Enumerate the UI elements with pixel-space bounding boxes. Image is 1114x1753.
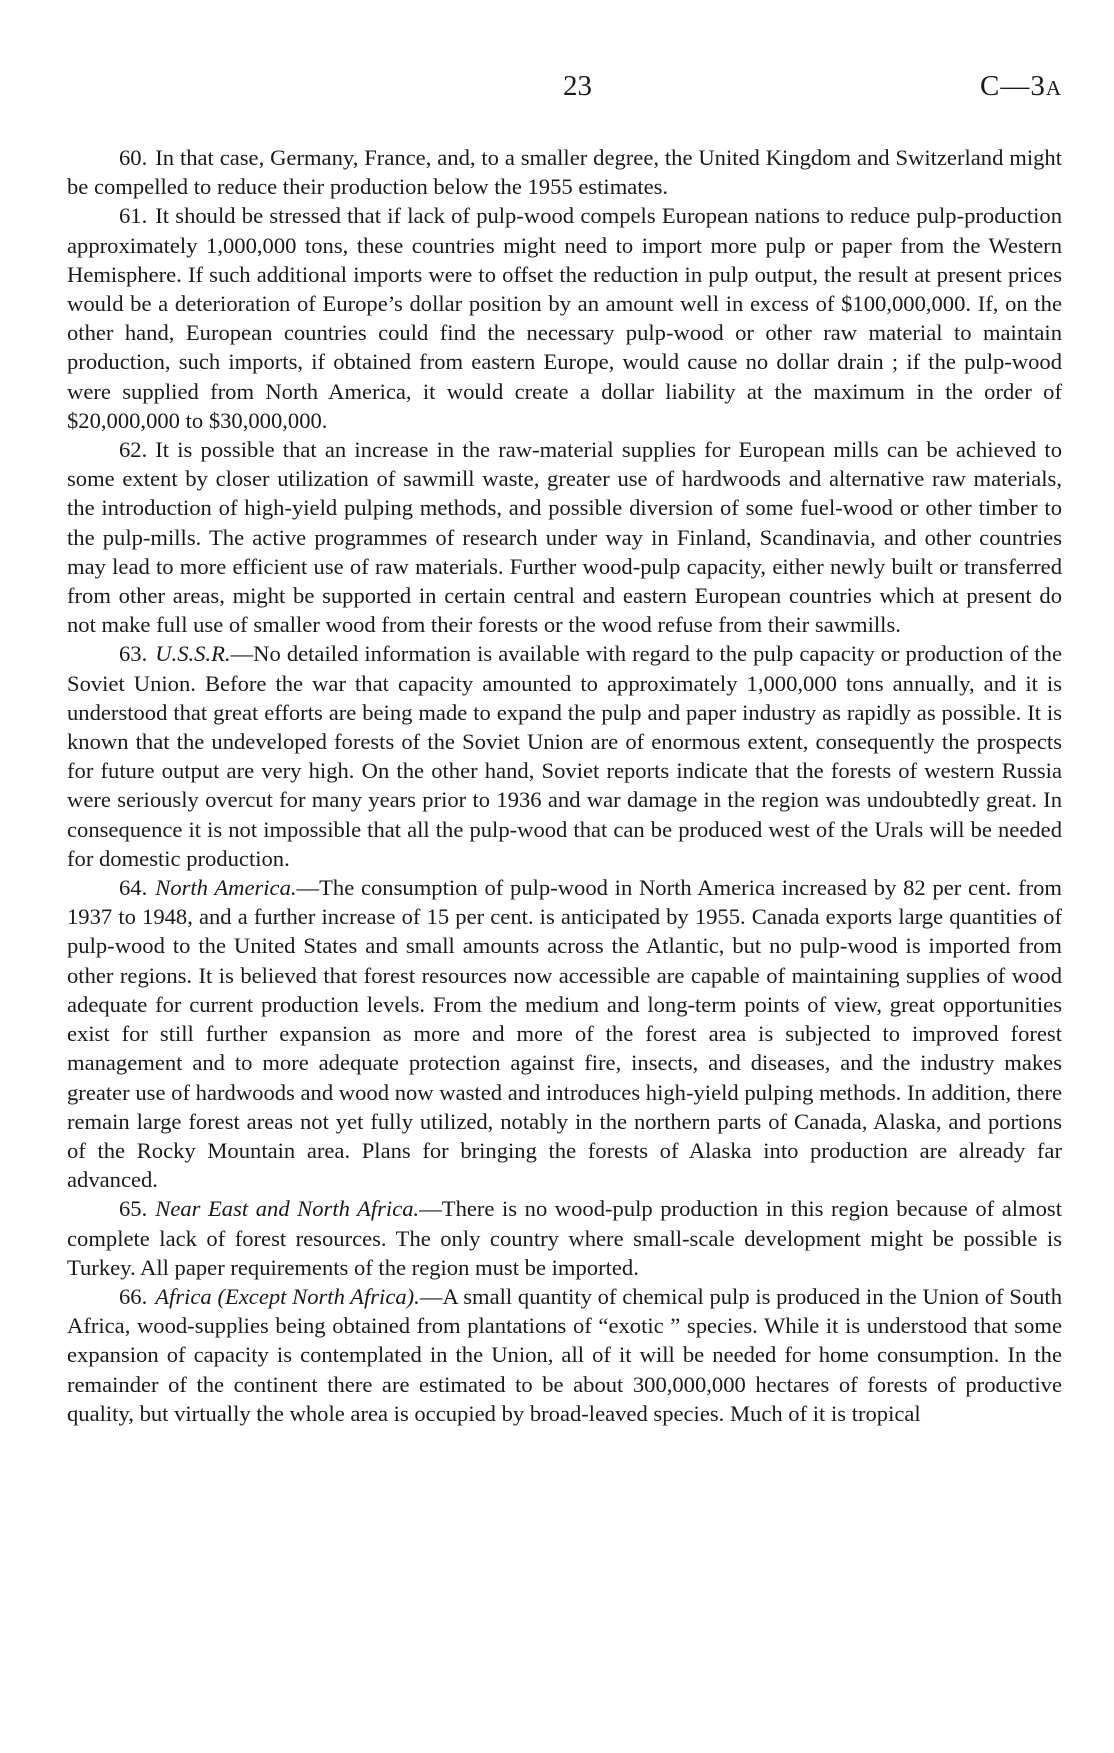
document-reference-main: C—3 — [979, 70, 1046, 102]
document-reference-suffix: A — [1045, 76, 1062, 100]
paragraph-topic: North America. — [155, 875, 297, 901]
paragraph-text: It is possible that an increase in the raw-material supplies for European mills can be achieved to some extent by closer utilization of sawmill waste, greater use of hardwoods and alternative raw materials, the introduction of high-yield pulping methods, and possible diversion of some fuel-wood or other timber to the pulp-mills. The active programmes of research under way in Finland, Scandinavia, and other countries may lead to more efficient use of raw materials. Further wood-pulp capacity, either newly built or transferred from other areas, might be supported in certain central and eastern European countries which at present do not make full use of smaller wood from their forests or the wood refuse from their sawmills. — [67, 437, 1062, 638]
paragraph-number: 62. — [119, 437, 148, 463]
page-number: 23 — [563, 70, 592, 102]
paragraph-topic: Africa (Except North Africa). — [155, 1283, 420, 1309]
paragraph-topic: Near East and North Africa. — [155, 1196, 420, 1222]
paragraph-63 — [67, 639, 1062, 873]
paragraph-64 — [67, 873, 1062, 1194]
paragraph-65 — [67, 1194, 1062, 1282]
paragraph-number: 65. — [119, 1196, 148, 1222]
paragraph-topic: U.S.S.R. — [155, 641, 231, 667]
paragraph-text: —No detailed information is available with regard to the pulp capacity or production of the Soviet Union. Before the war that capacity amounted to approximately 1,000,000 tons annually, and it is understood that great efforts are being made to expand the pulp and paper industry as rapidly as possible. It is known that the undeveloped forests of the Soviet Union are of enormous extent, consequently the prospects for future output are very high. On the other hand, Soviet reports indicate that the forests of western Russia were seriously overcut for many years prior to 1936 and war damage in the region was undoubtedly great. In consequence it is not impossible that all the pulp-wood that can be produced west of the Urals will be needed for domestic production. — [67, 641, 1062, 871]
paragraph-number: 61. — [119, 203, 148, 229]
paragraph-66 — [67, 1282, 1062, 1428]
paragraph-text: It should be stressed that if lack of pulp-wood compels European nations to reduce pulp-production approximately 1,000,000 tons, these countries might need to import more pulp or paper from the Western Hemisphere. If such additional imports were to offset the reduction in pulp output, the result at present prices would be a deterioration of Europe’s dollar position by an amount well in excess of $100,000,000. If, on the other hand, European countries could find the necessary pulp-wood or other raw material to maintain production, such imports, if obtained from eastern Europe, would cause no dollar drain ; if the pulp-wood were supplied from North America, it would create a dollar liability at the maximum in the order of $20,000,000 to $30,000,000. — [67, 203, 1062, 433]
document-reference — [980, 70, 1062, 103]
paragraph-number: 60. — [119, 145, 148, 170]
paragraph-number: 64. — [119, 875, 148, 901]
paragraph-62 — [67, 435, 1062, 639]
paragraph-number: 66. — [119, 1283, 148, 1309]
paragraph-text: In that case, Germany, France, and, to a smaller degree, the United Kingdom and Switzerland might be compelled to reduce their production below the 1955 estimates. — [67, 145, 1062, 200]
paragraph-text: —There is no wood-pulp production in this region because of almost complete lack of forest resources. The only country where small-scale development might be possible is Turkey. All paper requirements of the region must be imported. — [67, 1196, 1062, 1280]
paragraph-text: —The consumption of pulp-wood in North America increased by 82 per cent. from 1937 to 1948, and a further increase of 15 per cent. is anticipated by 1955. Canada exports large quantities of pulp-wood to the United States and small amounts across the Atlantic, but no pulp-wood is imported from other regions. It is believed that forest resources now accessible are capable of maintaining supplies of wood adequate for current production levels. From the medium and long-term points of view, great opportunities exist for still further expansion as more and more of the forest area is subjected to improved forest management and to more adequate protection against fire, insects, and diseases, and the industry makes greater use of hardwoods and wood now wasted and introduces high-yield pulping methods. In addition, there remain large forest areas not yet fully utilized, notably in the northern parts of Canada, Alaska, and portions of the Rocky Mountain area. Plans for bringing the forests of Alaska into production are already far advanced. — [67, 875, 1062, 1193]
body-text — [67, 143, 1062, 1428]
paragraph-text: —A small quantity of chemical pulp is produced in the Union of South Africa, wood-supplies being obtained from plantations of “exotic ” species. While it is understood that some expansion of capacity is contemplated in the Union, all of it will be needed for home consumption. In the remainder of the continent there are estimated to be about 300,000,000 hectares of forests of productive quality, but virtually the whole area is occupied by broad-leaved species. Much of it is tropical — [67, 1283, 1062, 1426]
paragraph-number: 63. — [119, 641, 148, 667]
paragraph-60 — [67, 143, 1062, 201]
paragraph-61 — [67, 201, 1062, 435]
running-head — [67, 70, 1062, 110]
